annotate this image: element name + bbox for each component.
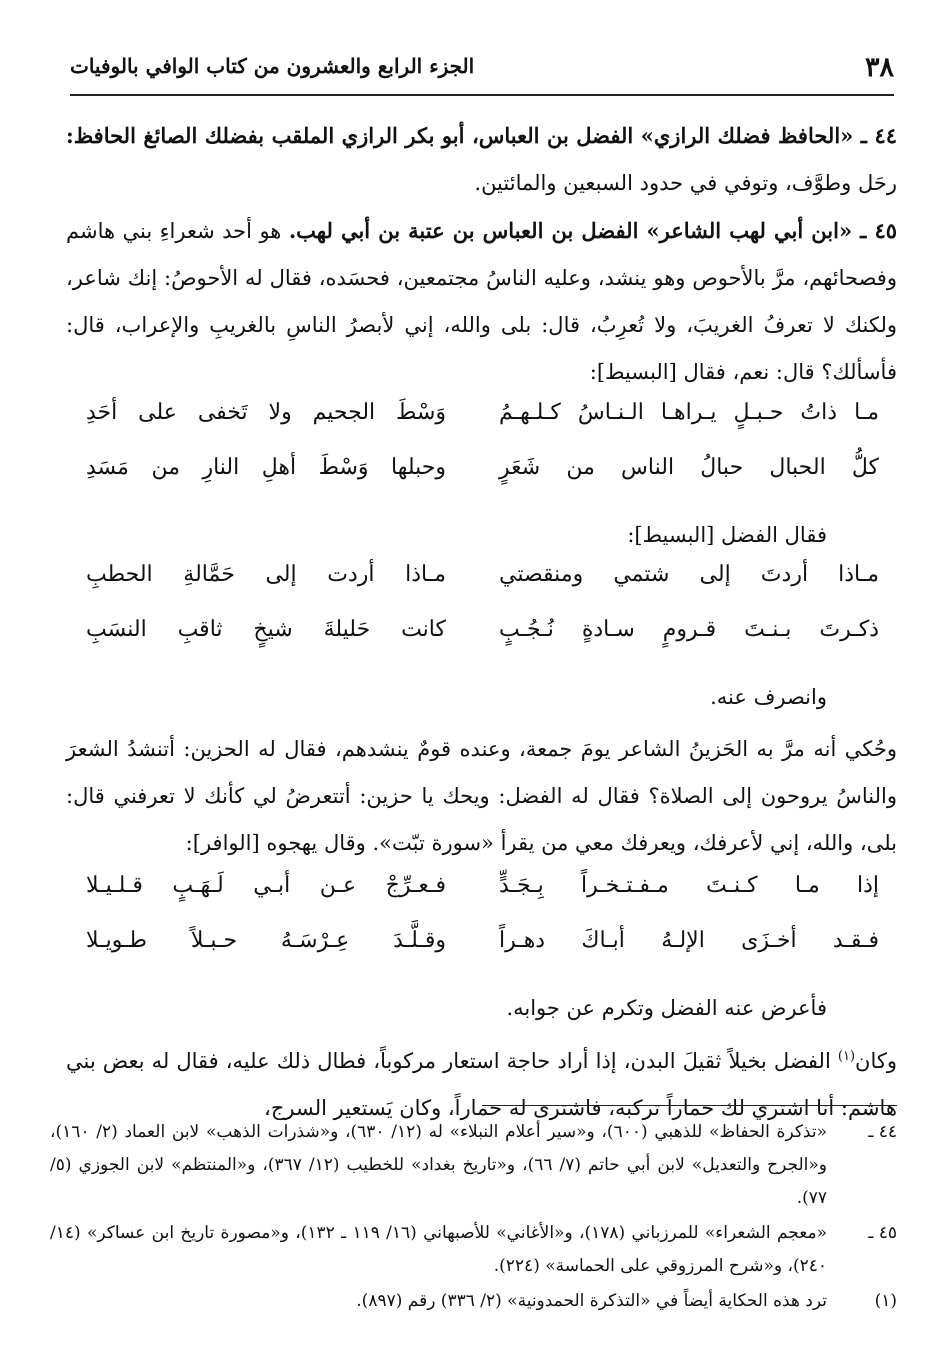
footnotes (50, 1116, 897, 1320)
verse-second-hemistich: وحبلها وَسْطَ أهلِ النارِ من مَسَدِ (86, 455, 446, 480)
verse-second-hemistich: وقـلَّـدَ عِـرْسَـهُ حـبـلاً طـويـلا (86, 928, 446, 953)
reply-intro: فقال الفضل [البسيط]: (627, 523, 827, 547)
last-paragraph-start: وكان (855, 1049, 897, 1073)
verse-second-hemistich: فـعـرِّجْ عـن أبـي لَـهَـبٍ قـلـيـلا (86, 873, 446, 898)
verse-first-hemistich: كلُّ الحبال حبالُ الناس من شَعَرٍ (499, 455, 879, 480)
verse-first-hemistich: مـا ذاتُ حـبـلٍ يـراهـا الـنـاسُ كـلـهـمُ (499, 400, 879, 425)
verse-second-hemistich: مـاذا أردت إلى حَمَّالةِ الحطبِ (86, 562, 446, 587)
verse-first-hemistich: مـاذا أردتَ إلى شتمي ومنقصتي (499, 562, 879, 587)
verse-line (66, 455, 897, 510)
entry-44-text: رحَل وطوَّف، وتوفي في حدود السبعين والمائتين. (474, 171, 897, 195)
entry-45-heading: ٤٥ ـ «ابن أبي لهب الشاعر» الفضل بن العباس بن عتبة بن أبي لهب. (288, 218, 898, 243)
entry-44 (66, 112, 897, 207)
hazin-paragraph: وحُكي أنه مرَّ به الحَزينُ الشاعر يومَ جمعة، وعنده قومٌ ينشدهم، فقال له الحزين: أتنشدُ الشعرَ والناسُ يروحون إلى الصلاة؟ فقال له الفضل: ويحك يا حزين: أتتعرضُ لي كأنك لا تعرفني قال: بلى، والله، إني لأعرفك، ويعرفك معي من يقرأ «سورة تبّت». وقال يهجوه [الوافر]: (66, 737, 897, 855)
verse-line (66, 928, 897, 983)
verse-first-hemistich: فـقـد أخـزَى الإلـهُ أبـاكَ دهـراً (499, 928, 879, 953)
last-paragraph-text: الفضل بخيلاً ثقيلَ البدن، إذا أراد حاجة استعار مركوباً، فطال ذلك عليه، فقال له بعض بني هاشم: أنا اشتري لك حماراً تركبه، فاشترى له حماراً، وكان يَستعير السرج، (66, 1049, 897, 1120)
footnote (50, 1217, 897, 1283)
verse-line (66, 562, 897, 617)
footnote-number: ٤٤ ـ (868, 1122, 897, 1142)
footnote-number: (١) (874, 1291, 897, 1311)
verse-second-hemistich: كانت حَليلةَ شيخٍ ثاقبِ النسَبِ (86, 617, 446, 642)
poem-riddle (66, 400, 897, 510)
verse-first-hemistich: ذكـرتَ بـنـتَ قـرومٍ سـادةٍ نُـجُـبٍ (499, 617, 879, 642)
verse-line (66, 400, 897, 455)
entry-45 (66, 207, 897, 396)
poem-reply (66, 562, 897, 672)
footnote-number: ٤٥ ـ (868, 1223, 897, 1243)
footnote-text: «تذكرة الحفاظ» للذهبي (٦٠٠)، و«سير أعلام النبلاء» له (١٢/ ٦٣٠)، و«شذرات الذهب» لابن العماد (٢/ ١٦٠)، و«الجرح والتعديل» لابن أبي حاتم (٧/ ٦٦)، و«تاريخ بغداد» للخطيب (١٢/ ٣٦٧)، و«المنتظم» لابن الجوزي (٥/ ٧٧). (50, 1122, 828, 1208)
footnote-text: «معجم الشعراء» للمرزباني (١٧٨)، و«الأغاني» للأصبهاني (١٦/ ١١٩ ـ ١٣٢)، و«مصورة تاريخ ابن عساكر» (١٤/ ٢٤٠)، و«شرح المرزوقي على الحماسة» (٢٢٤). (50, 1223, 827, 1276)
footnote (50, 1116, 897, 1215)
main-text (66, 112, 897, 1132)
verse-line (66, 617, 897, 672)
poem-hazin (66, 873, 897, 983)
footnote (50, 1285, 897, 1318)
verse-second-hemistich: وَسْطَ الجحيم ولا تَخفى على أحَدِ (86, 400, 446, 425)
footnote-text: ترد هذه الحكاية أيضاً في «التذكرة الحمدونية» (٢/ ٣٣٦) رقم (٨٩٧). (356, 1291, 827, 1311)
verse-first-hemistich: إذا مـا كـنـتَ مـفـتـخـراً بِـجَـدٍّ (499, 873, 879, 898)
after-poem-hazin: فأعرض عنه الفضل وتكرم عن جوابه. (506, 996, 827, 1020)
page-number: ٣٨ (864, 52, 894, 83)
entry-44-heading: ٤٤ ـ «الحافظ فضلك الرازي» الفضل بن العباس، أبو بكر الرازي الملقب بفضلك الصائغ الحافظ: (66, 123, 897, 148)
entry-45-text: هو أحد شعراءِ بني هاشم وفصحائهم، مرَّ بالأحوص وهو ينشد، وعليه الناسُ مجتمعين، فحسَده، فقال له الأحوصُ: إنك شاعر، ولكنك لا تعرفُ الغريبَ، ولا تُعرِبُ، قال: بلى والله، إني لأبصرُ الناسِ بالغريبِ والإعراب، قال: فأسألك؟ قال: نعم، فقال [البسيط]: (66, 219, 897, 384)
verse-line (66, 873, 897, 928)
after-poem-reply: وانصرف عنه. (710, 685, 827, 709)
running-title: الجزء الرابع والعشرون من كتاب الوافي بالوفيات (70, 54, 475, 78)
page-header (70, 40, 894, 96)
footnote-marker: (١) (837, 1049, 856, 1064)
footnote-separator (482, 1105, 897, 1106)
